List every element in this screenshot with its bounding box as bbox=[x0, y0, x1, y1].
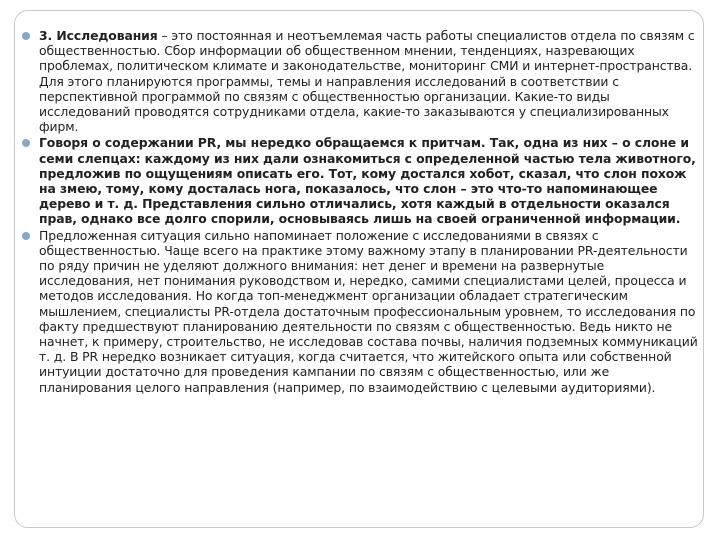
item-text: – это постоянная и неотъемлемая часть работы специалистов отдела по связям с общественностью. Сбор информации об общественном мнении, тенденциях, назревающих проблемах, политическом климате и законодательстве, мониторинг СМИ и интернет-пространства. Для этого планируются программы, темы и направления исследований в соответствии с перспективной программой по связям с общественностью организации. Какие-то виды исследований проводятся сотрудниками отдела, какие-то заказываются у специализированных фирм. bbox=[39, 28, 695, 135]
bullet-icon bbox=[22, 232, 30, 240]
item-heading: 3. Исследования bbox=[39, 28, 158, 43]
bullet-icon bbox=[22, 32, 30, 40]
text-body bbox=[22, 28, 702, 396]
item-text: Предложенная ситуация сильно напоминает положение с исследованиями в связях с общественностью. Чаще всего на практике этому важному этапу в планировании PR-деятельности по ряду причин не уделяют должного внимания: нет денег и времени на развернутые исследования, нет понимания руководством и, нередко, самими специалистами целей, процесса и методов исследования. Но когда топ-менеджмент организации обладает стратегическим мышлением, специалисты PR-отдела достаточным профессиональным уровнем, то исследования по факту предшествуют планированию деятельности по связям с общественностью. Ведь никто не начнет, к примеру, строительство, не исследовав состава почвы, наличия подземных коммуникаций т. д. В PR нередко возникает ситуация, когда считается, что житейского опыта или собственной интуиции достаточно для проведения кампании по связям с общественностью, или же планирования целого направления (например, по взаимодействию с целевыми аудиториями). bbox=[39, 227, 698, 395]
item-text: Говоря о содержании PR, мы нередко обращаемся к притчам. Так, одна из них – о слоне и семи слепцах: каждому из них дали ознакомиться с определенной частью тела животного, предложив по ощущениям описать его. Тот, кому достался хобот, сказал, что слон похож на змею, тому, кому досталась нога, показалось, что слон – это что-то напоминающее дерево и т. д. Представления сильно отличались, хотя каждый в отдельности оказался прав, однако все долго спорили, основываясь лишь на своей ограниченной информации. bbox=[39, 135, 696, 227]
bullet-icon bbox=[22, 139, 30, 147]
list-item-situation bbox=[22, 228, 702, 395]
list-item-parable bbox=[22, 135, 702, 226]
list-item-research bbox=[22, 28, 702, 134]
